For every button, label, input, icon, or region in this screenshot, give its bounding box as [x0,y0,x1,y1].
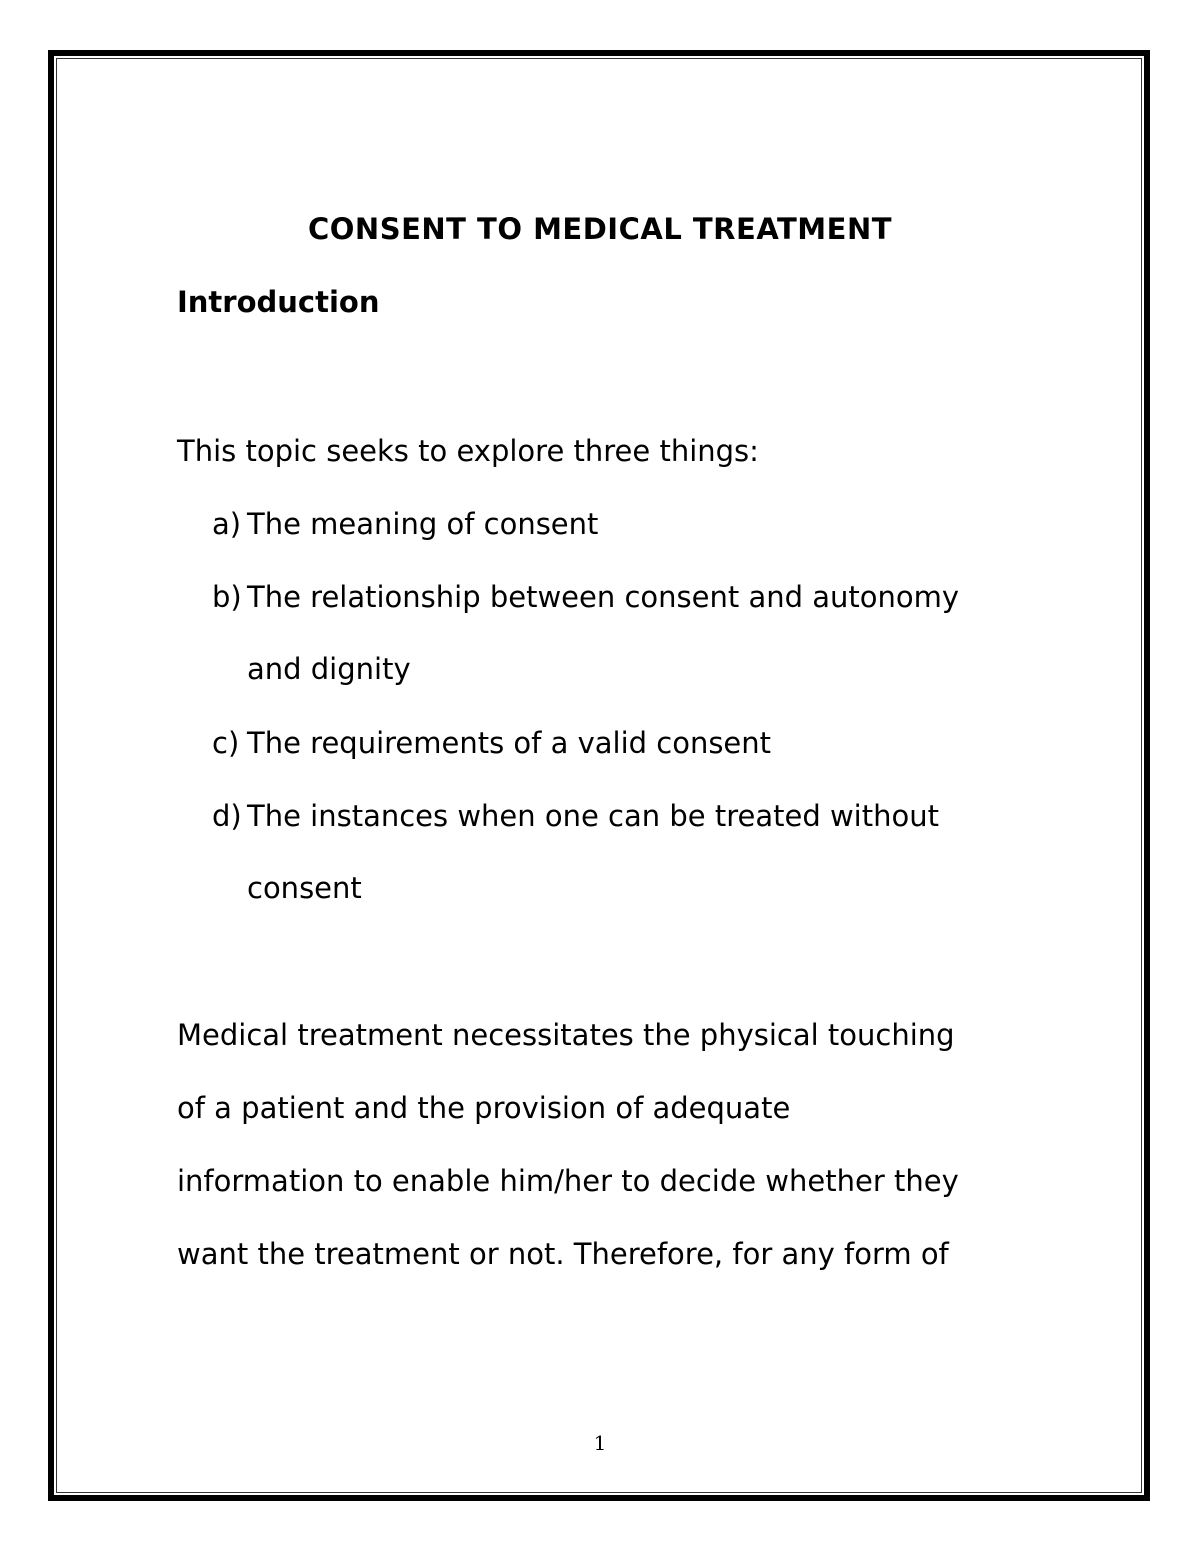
paragraph-line-2: of a patient and the provision of adequate [177,1091,791,1125]
list-marker-a: a) [212,507,242,541]
list-item-a-line-1: The meaning of consent [247,507,599,541]
paragraph-line-3: information to enable him/her to decide whether they [177,1164,959,1198]
document-title: CONSENT TO MEDICAL TREATMENT [307,212,893,246]
list-marker-c: c) [212,726,240,760]
list-item-d-line-1: The instances when one can be treated without [247,799,939,833]
paragraph-line-1: Medical treatment necessitates the physical touching [177,1018,955,1052]
list-item-d-line-2: consent [247,871,362,905]
paragraph-line-4: want the treatment or not. Therefore, for any form of [177,1237,949,1271]
page-number: 1 [593,1431,607,1455]
page-border [48,50,1150,1501]
section-heading: Introduction [177,285,380,319]
intro-line: This topic seeks to explore three things: [177,434,759,468]
list-item-b-line-2: and dignity [247,652,411,686]
list-marker-d: d) [212,799,242,833]
list-item-b-line-1: The relationship between consent and autonomy [247,580,960,614]
list-marker-b: b) [212,580,242,614]
list-item-c-line-1: The requirements of a valid consent [247,726,772,760]
